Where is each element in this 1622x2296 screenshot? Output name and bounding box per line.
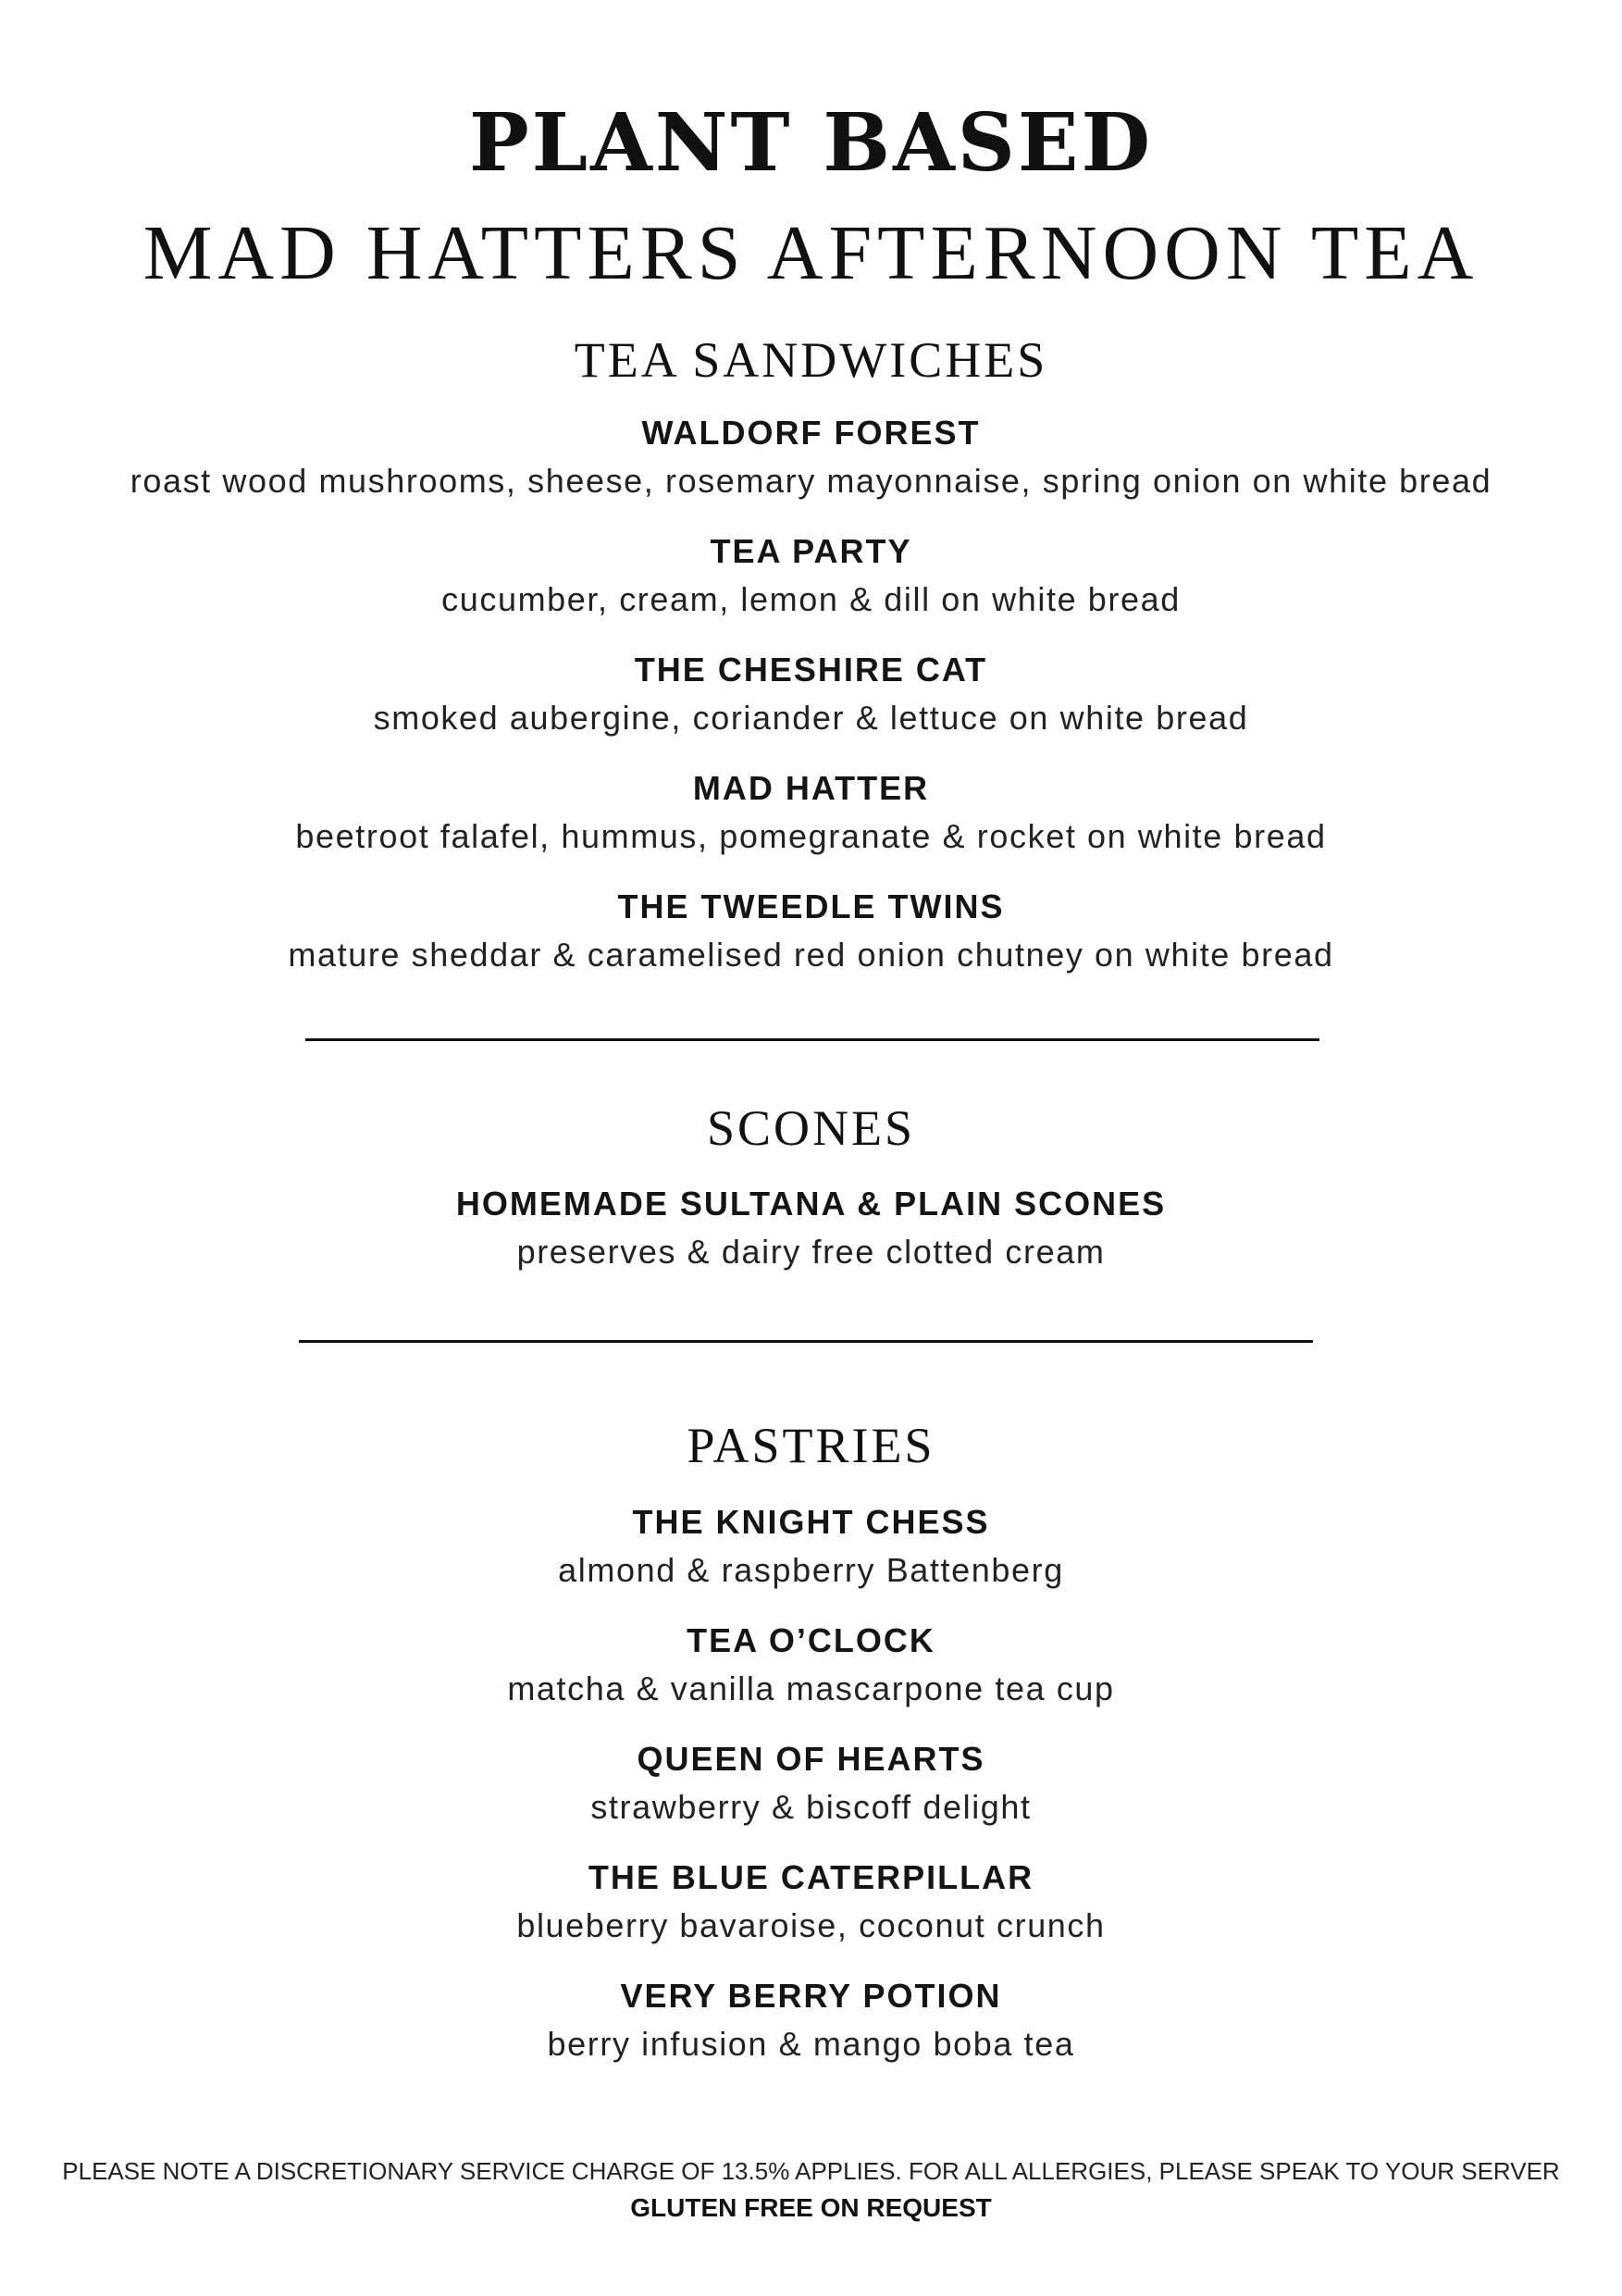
item-name-tea-party: TEA PARTY: [710, 532, 912, 570]
item-name-mad-hatter: MAD HATTER: [692, 769, 930, 807]
item-name-blue-caterpillar: THE BLUE CATERPILLAR: [588, 1858, 1034, 1896]
section-heading-sandwiches: TEA SANDWICHES: [574, 332, 1048, 388]
gluten-free-note: GLUTEN FREE ON REQUEST: [630, 2193, 992, 2222]
item-desc-tea-oclock: matcha & vanilla mascarpone tea cup: [507, 1669, 1115, 1707]
item-name-cheshire-cat: THE CHESHIRE CAT: [634, 651, 988, 689]
item-desc-waldorf-forest: roast wood mushrooms, sheese, rosemary mayonnaise, spring onion on white bread: [130, 462, 1492, 500]
section-divider: [299, 1340, 1313, 1343]
item-name-waldorf-forest: WALDORF FOREST: [641, 414, 981, 452]
item-desc-very-berry-potion: berry infusion & mango boba tea: [547, 2025, 1075, 2063]
item-desc-blue-caterpillar: blueberry bavaroise, coconut crunch: [516, 1906, 1106, 1944]
item-name-knight-chess: THE KNIGHT CHESS: [632, 1503, 990, 1541]
item-desc-scones: preserves & dairy free clotted cream: [516, 1233, 1106, 1271]
section-heading-scones: SCONES: [706, 1100, 916, 1156]
item-desc-cheshire-cat: smoked aubergine, coriander & lettuce on white bread: [373, 699, 1249, 737]
item-desc-queen-of-hearts: strawberry & biscoff delight: [590, 1788, 1032, 1826]
item-desc-tea-party: cucumber, cream, lemon & dill on white bread: [441, 580, 1181, 618]
menu-title: PLANT BASED: [468, 96, 1154, 190]
item-name-very-berry-potion: VERY BERRY POTION: [620, 1977, 1002, 2015]
item-name-tea-oclock: TEA O’CLOCK: [687, 1621, 935, 1659]
menu-subtitle: MAD HATTERS AFTERNOON TEA: [142, 210, 1480, 296]
item-desc-mad-hatter: beetroot falafel, hummus, pomegranate & rocket on white bread: [295, 817, 1327, 855]
service-charge-note: PLEASE NOTE A DISCRETIONARY SERVICE CHARGE OF 13.5% APPLIES. FOR ALL ALLERGIES, PLEASE SPEAK TO YOUR SERVER: [62, 2157, 1560, 2185]
item-desc-knight-chess: almond & raspberry Battenberg: [558, 1551, 1064, 1589]
section-heading-pastries: PASTRIES: [687, 1418, 935, 1473]
item-name-tweedle-twins: THE TWEEDLE TWINS: [617, 887, 1005, 925]
section-divider: [305, 1038, 1319, 1041]
item-name-scones: HOMEMADE SULTANA & PLAIN SCONES: [455, 1185, 1167, 1222]
item-desc-tweedle-twins: mature sheddar & caramelised red onion chutney on white bread: [288, 936, 1334, 974]
item-name-queen-of-hearts: QUEEN OF HEARTS: [637, 1740, 985, 1778]
